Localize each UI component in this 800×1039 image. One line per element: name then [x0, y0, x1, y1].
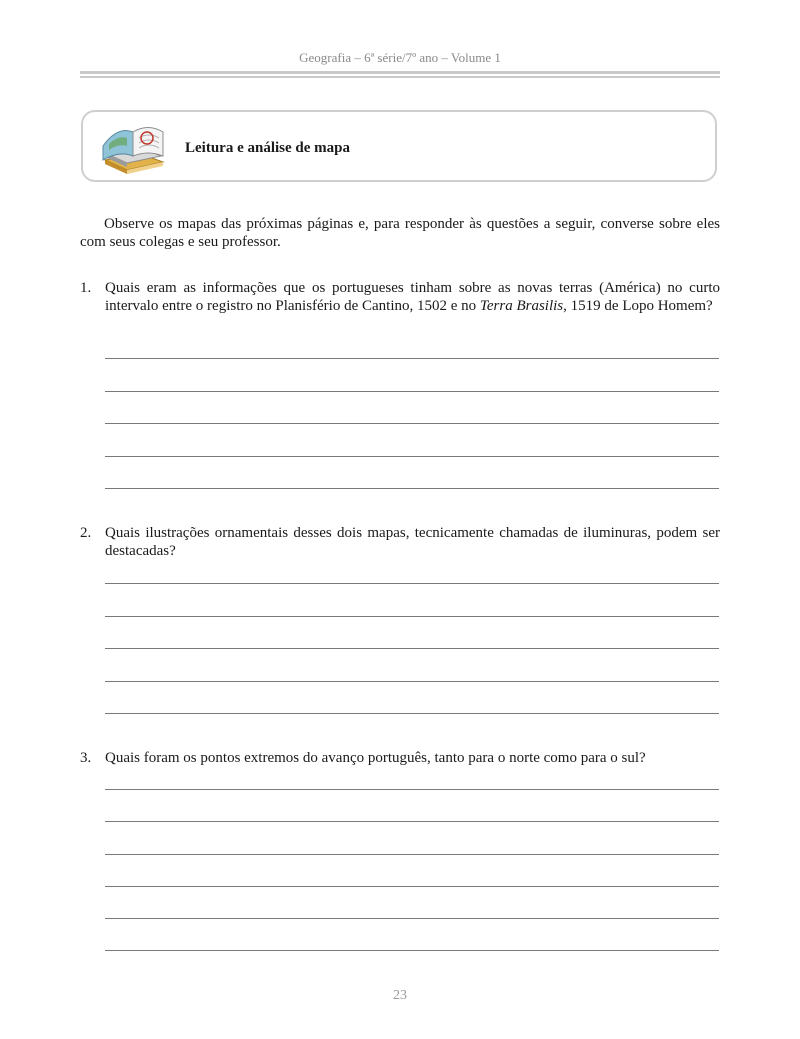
question-number: 3. [80, 750, 92, 766]
answer-line[interactable] [105, 583, 719, 584]
answer-line[interactable] [105, 918, 719, 919]
question-text: Quais eram as informações que os portugueses tinham sobre as novas terras (América) no curto intervalo entre o registro no Planisfério de Cantino, 1502 e no Terra Brasilis, 1519 de Lopo Homem? [105, 280, 720, 314]
answer-line[interactable] [105, 488, 719, 489]
answer-line[interactable] [105, 456, 719, 457]
question-text: Quais foram os pontos extremos do avanço português, tanto para o norte como para o sul? [105, 750, 646, 766]
answer-line[interactable] [105, 423, 719, 424]
section-title: Leitura e análise de mapa [185, 140, 350, 156]
question-1 [80, 279, 720, 315]
page-number: 23 [393, 988, 407, 1003]
question-number: 2. [80, 525, 92, 541]
answer-line[interactable] [105, 648, 719, 649]
header-rule [80, 71, 720, 79]
section-box [81, 110, 717, 182]
answer-line[interactable] [105, 789, 719, 790]
question-number: 1. [80, 280, 92, 296]
answer-line[interactable] [105, 391, 719, 392]
intro-paragraph: Observe os mapas das próximas páginas e, para responder às questões a seguir, converse sobre eles com seus colegas e seu professor. [80, 216, 720, 250]
answer-line[interactable] [105, 616, 719, 617]
answer-line[interactable] [105, 821, 719, 822]
answer-line[interactable] [105, 358, 719, 359]
question-text: Quais ilustrações ornamentais desses dois mapas, tecnicamente chamadas de iluminuras, podem ser destacadas? [105, 525, 720, 559]
open-book-with-map-icon [97, 116, 167, 176]
answer-line[interactable] [105, 950, 719, 951]
question-3 [80, 749, 720, 767]
answer-line[interactable] [105, 713, 719, 714]
answer-line[interactable] [105, 886, 719, 887]
question-2 [80, 524, 720, 560]
answer-line[interactable] [105, 681, 719, 682]
answer-line[interactable] [105, 854, 719, 855]
running-header: Geografia – 6ª série/7º ano – Volume 1 [299, 50, 501, 65]
